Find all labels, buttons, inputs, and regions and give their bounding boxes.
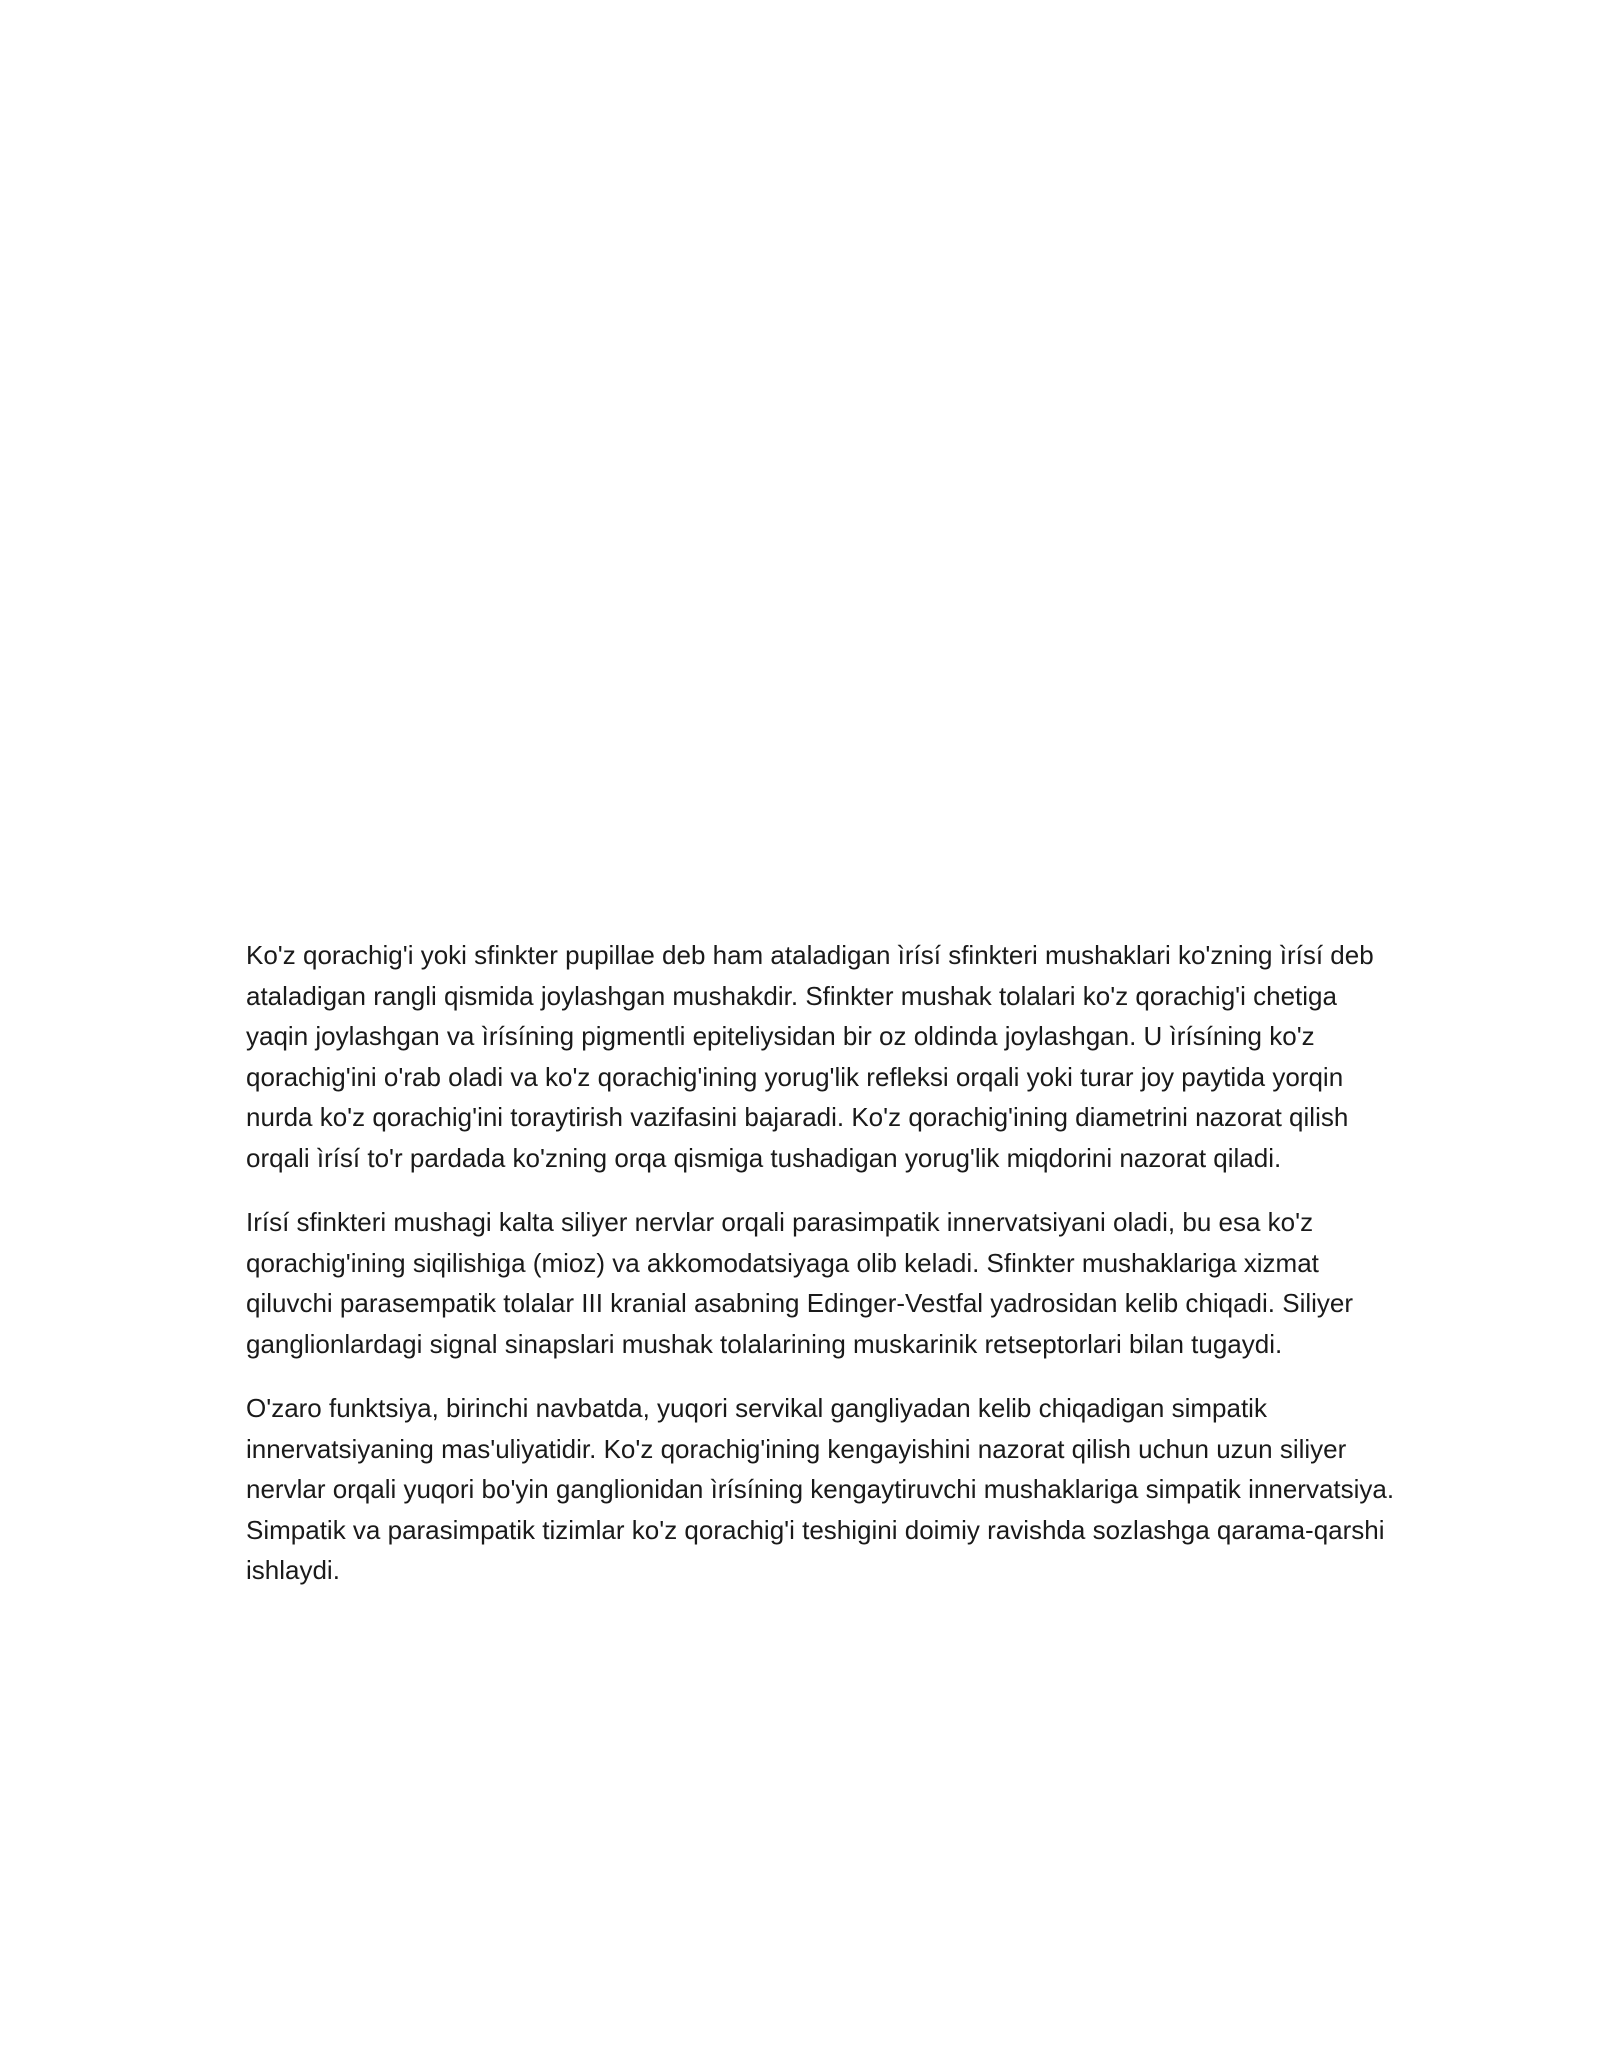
document-body bbox=[246, 935, 1396, 1615]
paragraph-3: O'zaro funktsiya, birinchi navbatda, yuqori servikal gangliyadan kelib chiqadigan simpatik innervatsiyaning mas'uliyatidir. Ko'z qorachig'ining kengayishini nazorat qilish uchun uzun siliyer nervlar orqali yuqori bo'yin ganglionidan ìrísíning kengaytiruvchi mushaklariga simpatik innervatsiya. Simpatik va parasimpatik tizimlar ko'z qorachig'i teshigini doimiy ravishda sozlashga qarama-qarshi ishlaydi. bbox=[246, 1393, 1395, 1585]
paragraph-2: Irísí sfinkteri mushagi kalta siliyer nervlar orqali parasimpatik innervatsiyani oladi, bu esa ko'z qorachig'ining siqilishiga (mioz) va akkomodatsiyaga olib keladi. Sfinkter mushaklariga xizmat qiluvchi parasempatik tolalar III kranial asabning Edinger-Vestfal yadrosidan kelib chiqadi. Siliyer ganglionlardagi signal sinapslari mushak tolalarining muskarinik retseptorlari bilan tugaydi. bbox=[246, 1207, 1354, 1359]
paragraph-1: Ko'z qorachig'i yoki sfinkter pupillae deb ham ataladigan ìrísí sfinkteri mushaklari ko'zning ìrísí deb ataladigan rangli qismida joylashgan mushakdir. Sfinkter mushak tolalari ko'z qorachig'i chetiga yaqin joylashgan va ìrísíning pigmentli epiteliysidan bir oz oldinda joylashgan. U ìrísíning ko'z qorachig'ini o'rab oladi va ko'z qorachig'ining yorug'lik refleksi orqali yoki turar joy paytida yorqin nurda ko'z qorachig'ini toraytirish vazifasini bajaradi. Ko'z qorachig'ining diametrini nazorat qilish orqali ìrísí to'r pardada ko'zning orqa qismiga tushadigan yorug'lik miqdorini nazorat qiladi. bbox=[246, 940, 1374, 1173]
